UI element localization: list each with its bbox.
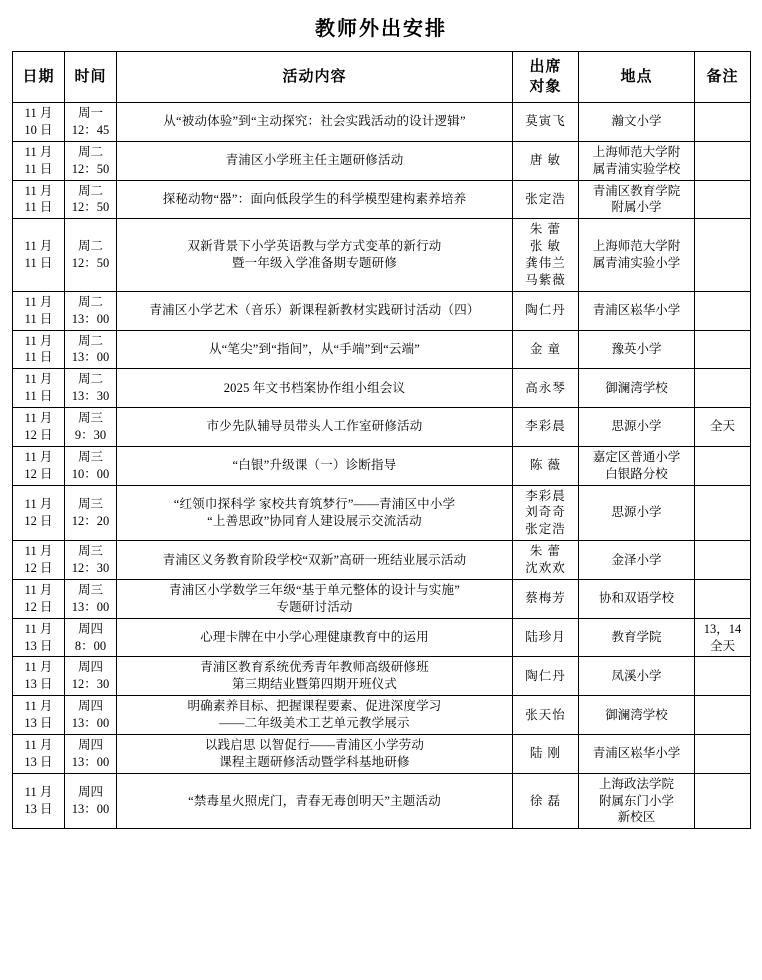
cell-time-line2: 13：00 <box>71 599 110 614</box>
cell-time-line1: 周二 <box>77 294 103 309</box>
table-row <box>13 291 751 330</box>
cell-location <box>579 579 695 618</box>
cell-location-line1: 青浦区崧华小学 <box>592 303 681 318</box>
cell-activity <box>117 103 513 142</box>
cell-time-line1: 周二 <box>77 183 103 198</box>
cell-time-line1: 周二 <box>77 333 103 348</box>
cell-date <box>13 734 65 773</box>
cell-location-line1: 思源小学 <box>611 419 662 434</box>
cell-date-line1: 11 月 <box>24 496 53 511</box>
cell-attendee <box>513 579 579 618</box>
cell-date-line2: 11 日 <box>24 256 53 270</box>
cell-attendee-line1: 莫寅飞 <box>525 114 566 129</box>
cell-note <box>695 734 751 773</box>
cell-attendee-line1: 朱 蕾 <box>529 222 562 237</box>
cell-time-line2: 12：30 <box>71 677 110 692</box>
cell-activity-line2: ——二年级美术工艺单元教学展示 <box>219 716 410 730</box>
cell-date-line1: 11 月 <box>24 411 53 425</box>
cell-date-line1: 11 月 <box>24 372 53 387</box>
cell-attendee-line1: 李彩晨 <box>525 488 566 503</box>
cell-time-line1: 周三 <box>77 544 103 559</box>
cell-attendee-line1: 朱 蕾 <box>529 544 562 559</box>
cell-attendee-line1: 金 童 <box>529 341 562 356</box>
cell-date <box>13 369 65 408</box>
cell-activity-line1: 青浦区教育系统优秀青年教师高级研修班 <box>200 660 429 675</box>
cell-attendee <box>513 141 579 180</box>
cell-date-line1: 11 月 <box>24 294 53 309</box>
cell-activity-line1: 市少先队辅导员带头人工作室研修活动 <box>206 419 423 434</box>
cell-time-line1: 周三 <box>77 582 103 597</box>
cell-activity-line1: 青浦区小学艺术（音乐）新课程新教材实践研讨活动（四） <box>149 303 480 318</box>
cell-activity <box>117 485 513 541</box>
cell-date <box>13 330 65 369</box>
table-row <box>13 369 751 408</box>
cell-time-line2: 13：00 <box>71 716 110 730</box>
cell-time-line1: 周四 <box>77 660 103 675</box>
cell-activity <box>117 141 513 180</box>
cell-date <box>13 618 65 657</box>
cell-attendee-line1: 陆 刚 <box>529 746 562 761</box>
cell-location <box>579 103 695 142</box>
column-header-activity: 活动内容 <box>117 52 513 103</box>
column-header-attendee <box>513 52 579 103</box>
cell-note <box>695 657 751 696</box>
cell-date-line2: 12 日 <box>24 427 53 442</box>
cell-time-line2: 13：30 <box>71 389 110 404</box>
cell-activity-line1: 心理卡牌在中小学心理健康教育中的运用 <box>200 630 429 645</box>
cell-attendee <box>513 291 579 330</box>
cell-attendee-line1: 蔡梅芳 <box>525 591 566 606</box>
cell-date <box>13 446 65 485</box>
cell-date-line2: 12 日 <box>24 599 53 614</box>
cell-note <box>695 618 751 657</box>
cell-note-line2: 全天 <box>709 638 735 653</box>
cell-time-line1: 周四 <box>77 737 103 752</box>
cell-activity-line2: 专题研讨活动 <box>276 599 353 614</box>
cell-date-line1: 11 月 <box>24 544 53 559</box>
cell-attendee-line1: 陈 薇 <box>529 458 562 473</box>
cell-date-line2: 11 日 <box>24 389 53 404</box>
cell-activity-line1: 2025 年文书档案协作组小组会议 <box>223 380 406 395</box>
cell-attendee <box>513 408 579 447</box>
cell-time-line1: 周二 <box>77 239 103 254</box>
cell-attendee-line4: 马紫薇 <box>525 272 566 287</box>
cell-attendee-line1: 唐 敏 <box>529 153 562 168</box>
cell-location <box>579 773 695 829</box>
cell-note <box>695 408 751 447</box>
cell-attendee-line1: 高永琴 <box>525 380 566 395</box>
cell-activity <box>117 446 513 485</box>
table-row <box>13 541 751 580</box>
cell-attendee <box>513 180 579 219</box>
cell-attendee <box>513 485 579 541</box>
cell-location-line3: 新校区 <box>617 810 656 825</box>
cell-time <box>65 219 117 292</box>
cell-note <box>695 485 751 541</box>
table-row <box>13 734 751 773</box>
cell-note <box>695 579 751 618</box>
table-row <box>13 657 751 696</box>
table-row <box>13 141 751 180</box>
cell-date-line1: 11 月 <box>24 106 53 120</box>
table-row <box>13 408 751 447</box>
cell-time <box>65 369 117 408</box>
cell-note <box>695 141 751 180</box>
cell-date-line1: 11 月 <box>24 660 53 675</box>
cell-date <box>13 773 65 829</box>
cell-date <box>13 219 65 292</box>
cell-activity-line1: 以践启思 以智促行——青浦区小学劳动 <box>204 737 425 752</box>
cell-location-line2: 附属东门小学 <box>598 793 674 808</box>
cell-activity <box>117 219 513 292</box>
cell-note <box>695 541 751 580</box>
cell-date <box>13 657 65 696</box>
cell-location <box>579 330 695 369</box>
cell-location-line2: 属青浦实验小学 <box>592 256 681 270</box>
table-row <box>13 446 751 485</box>
cell-location-line1: 青浦区教育学院 <box>592 183 681 198</box>
cell-attendee <box>513 446 579 485</box>
cell-time <box>65 103 117 142</box>
cell-activity-line1: “白银”升级课（一）诊断指导 <box>232 458 397 473</box>
cell-date <box>13 180 65 219</box>
cell-time-line2: 12：20 <box>71 513 110 528</box>
cell-activity-line1: 青浦区小学数学三年级“基于单元整体的设计与实施” <box>169 582 460 597</box>
cell-location-line1: 上海政法学院 <box>598 776 674 791</box>
cell-activity-line1: 青浦区小学班主任主题研修活动 <box>225 153 404 168</box>
page-title: 教师外出安排 <box>315 18 447 40</box>
cell-time-line2: 12：30 <box>71 561 110 575</box>
cell-location <box>579 485 695 541</box>
cell-date-line2: 11 日 <box>24 161 53 176</box>
cell-activity-line1: 双新背景下小学英语教与学方式变革的新行动 <box>187 239 442 254</box>
cell-note <box>695 330 751 369</box>
cell-date-line1: 11 月 <box>24 449 53 464</box>
cell-location <box>579 446 695 485</box>
cell-time <box>65 734 117 773</box>
cell-time-line1: 周四 <box>77 785 103 800</box>
cell-activity-line1: 明确素养目标、把握课程要素、促进深度学习 <box>187 699 442 714</box>
cell-date <box>13 141 65 180</box>
cell-time-line2: 10：00 <box>71 466 110 481</box>
cell-attendee-line2: 沈欢欢 <box>525 561 566 575</box>
table-row <box>13 219 751 292</box>
column-header-date: 日期 <box>13 52 65 103</box>
cell-date-line2: 13 日 <box>24 638 53 653</box>
cell-note <box>695 696 751 735</box>
cell-activity <box>117 657 513 696</box>
cell-activity <box>117 734 513 773</box>
cell-location-line1: 金泽小学 <box>611 552 662 567</box>
cell-date-line1: 11 月 <box>24 699 53 714</box>
cell-date-line1: 11 月 <box>24 144 53 159</box>
cell-date-line1: 11 月 <box>24 582 53 597</box>
cell-time <box>65 330 117 369</box>
cell-attendee-line1: 张定浩 <box>525 191 566 206</box>
cell-attendee-line1: 张天怡 <box>525 707 566 722</box>
cell-date <box>13 579 65 618</box>
cell-location <box>579 369 695 408</box>
cell-activity <box>117 291 513 330</box>
cell-activity <box>117 773 513 829</box>
cell-activity <box>117 541 513 580</box>
cell-activity-line2: 暨一年级入学准备期专题研修 <box>231 256 398 270</box>
cell-note <box>695 446 751 485</box>
cell-attendee-line3: 龚伟兰 <box>525 256 566 270</box>
cell-date <box>13 103 65 142</box>
cell-date-line2: 13 日 <box>24 677 53 692</box>
table-row <box>13 103 751 142</box>
cell-attendee <box>513 773 579 829</box>
cell-note <box>695 103 751 142</box>
cell-activity <box>117 579 513 618</box>
table-row <box>13 618 751 657</box>
cell-date-line1: 11 月 <box>24 737 53 752</box>
cell-attendee <box>513 696 579 735</box>
cell-time-line1: 周三 <box>77 411 103 425</box>
cell-location-line1: 教育学院 <box>611 630 662 645</box>
cell-time <box>65 141 117 180</box>
cell-time <box>65 579 117 618</box>
cell-location-line1: 御澜湾学校 <box>605 380 668 395</box>
cell-activity-line2: 第三期结业暨第四期开班仪式 <box>231 677 398 692</box>
cell-attendee-line1: 陶仁丹 <box>525 303 566 318</box>
cell-date <box>13 291 65 330</box>
cell-date-line1: 11 月 <box>24 183 53 198</box>
cell-time-line2: 9：30 <box>74 427 107 442</box>
column-header-note: 备注 <box>695 52 751 103</box>
column-header-attendee-line2: 对象 <box>529 79 562 95</box>
cell-activity-line1: 从“被动体验”到“主动探究：社会实践活动的设计逻辑” <box>163 114 466 129</box>
cell-time-line2: 13：00 <box>71 801 110 816</box>
cell-activity <box>117 180 513 219</box>
cell-location <box>579 219 695 292</box>
cell-date-line2: 12 日 <box>24 561 53 575</box>
cell-activity-line1: “禁毒星火照虎门，青春无毒创明天”主题活动 <box>188 793 441 808</box>
cell-date-line1: 11 月 <box>24 239 53 254</box>
cell-time-line2: 13：00 <box>71 754 110 769</box>
cell-time-line2: 12：50 <box>71 200 110 215</box>
cell-date-line2: 12 日 <box>24 513 53 528</box>
cell-location <box>579 734 695 773</box>
table-row <box>13 180 751 219</box>
cell-time <box>65 696 117 735</box>
cell-time-line1: 周三 <box>77 496 103 511</box>
cell-time <box>65 657 117 696</box>
cell-date-line2: 11 日 <box>24 200 53 215</box>
cell-time <box>65 408 117 447</box>
schedule-table <box>12 51 751 829</box>
cell-location <box>579 541 695 580</box>
cell-activity <box>117 408 513 447</box>
cell-time-line1: 周三 <box>77 449 103 464</box>
cell-date-line1: 11 月 <box>24 785 53 800</box>
cell-date-line2: 12 日 <box>24 466 53 481</box>
cell-location <box>579 408 695 447</box>
column-header-location: 地点 <box>579 52 695 103</box>
table-row <box>13 579 751 618</box>
cell-date-line2: 13 日 <box>24 716 53 730</box>
cell-activity-line1: 从“笔尖”到“指间”，从“手端”到“云端” <box>208 341 421 356</box>
cell-attendee <box>513 734 579 773</box>
cell-activity <box>117 696 513 735</box>
cell-location-line1: 上海师范大学附 <box>592 239 681 254</box>
cell-date-line2: 11 日 <box>24 311 53 326</box>
cell-date <box>13 485 65 541</box>
cell-time-line1: 周二 <box>77 144 103 159</box>
cell-attendee <box>513 618 579 657</box>
cell-attendee <box>513 657 579 696</box>
cell-note <box>695 773 751 829</box>
cell-date <box>13 696 65 735</box>
cell-note <box>695 291 751 330</box>
cell-location <box>579 180 695 219</box>
cell-date-line2: 10 日 <box>24 122 53 137</box>
cell-time-line2: 12：50 <box>71 161 110 176</box>
cell-attendee <box>513 219 579 292</box>
column-header-time: 时间 <box>65 52 117 103</box>
cell-time-line1: 周一 <box>77 106 103 120</box>
cell-attendee-line2: 张 敏 <box>529 239 562 254</box>
cell-location <box>579 291 695 330</box>
cell-location <box>579 141 695 180</box>
cell-date-line1: 11 月 <box>24 333 53 348</box>
cell-attendee-line2: 刘奇奇 <box>525 505 566 520</box>
cell-location-line2: 白银路分校 <box>605 466 668 481</box>
table-header-row <box>13 52 751 103</box>
cell-location-line1: 凤溪小学 <box>611 668 662 683</box>
cell-note <box>695 180 751 219</box>
cell-location-line1: 御澜湾学校 <box>605 707 668 722</box>
cell-activity-line1: 探秘动物“器”：面向低段学生的科学模型建构素养培养 <box>162 191 467 206</box>
cell-location-line1: 青浦区崧华小学 <box>592 746 681 761</box>
cell-date <box>13 541 65 580</box>
cell-note <box>695 369 751 408</box>
cell-location-line1: 嘉定区普通小学 <box>592 449 681 464</box>
cell-attendee-line1: 徐 磊 <box>529 793 562 808</box>
cell-location-line1: 上海师范大学附 <box>592 144 681 159</box>
cell-note <box>695 219 751 292</box>
cell-activity-line1: “红领巾探科学 家校共育筑梦行”——青浦区中小学 <box>173 496 456 511</box>
cell-activity-line1: 青浦区义务教育阶段学校“双新”高研一班结业展示活动 <box>162 552 467 567</box>
cell-time-line1: 周二 <box>77 372 103 387</box>
cell-time-line2: 13：00 <box>71 311 110 326</box>
cell-time <box>65 485 117 541</box>
cell-attendee <box>513 369 579 408</box>
cell-time-line2: 12：45 <box>71 122 110 137</box>
cell-activity <box>117 618 513 657</box>
cell-attendee-line3: 张定浩 <box>525 522 566 537</box>
cell-attendee <box>513 330 579 369</box>
cell-location-line2: 附属小学 <box>611 200 662 215</box>
cell-attendee <box>513 103 579 142</box>
table-row <box>13 485 751 541</box>
cell-note-line1: 全天 <box>709 419 735 434</box>
table-row <box>13 330 751 369</box>
cell-activity <box>117 330 513 369</box>
cell-date-line2: 13 日 <box>24 754 53 769</box>
cell-activity-line2: 课程主题研修活动暨学科基地研修 <box>219 754 410 769</box>
table-row <box>13 773 751 829</box>
cell-location-line1: 协和双语学校 <box>598 591 674 606</box>
cell-location-line1: 瀚文小学 <box>611 114 662 129</box>
cell-location <box>579 657 695 696</box>
cell-time <box>65 180 117 219</box>
cell-time <box>65 773 117 829</box>
schedule-table-body <box>13 103 751 829</box>
cell-activity <box>117 369 513 408</box>
cell-date-line1: 11 月 <box>24 621 53 636</box>
cell-attendee-line1: 陆珍月 <box>525 630 566 645</box>
cell-time <box>65 541 117 580</box>
cell-note-line1: 13，14 <box>703 621 742 636</box>
cell-time <box>65 618 117 657</box>
cell-time-line2: 13：00 <box>71 350 110 365</box>
cell-location-line1: 豫英小学 <box>611 341 662 356</box>
cell-date <box>13 408 65 447</box>
cell-date-line2: 11 日 <box>24 350 53 365</box>
cell-location-line2: 属青浦实验学校 <box>592 161 681 176</box>
cell-time-line1: 周四 <box>77 621 103 636</box>
cell-attendee <box>513 541 579 580</box>
cell-activity-line2: “上善思政”协同育人建设展示交流活动 <box>207 513 422 528</box>
cell-time <box>65 446 117 485</box>
cell-location <box>579 696 695 735</box>
cell-time-line1: 周四 <box>77 699 103 714</box>
cell-time <box>65 291 117 330</box>
cell-date-line2: 13 日 <box>24 801 53 816</box>
cell-time-line2: 12：50 <box>71 256 110 270</box>
cell-attendee-line1: 陶仁丹 <box>525 668 566 683</box>
cell-time-line2: 8：00 <box>74 638 107 653</box>
column-header-attendee-line1: 出席 <box>529 58 562 75</box>
table-row <box>13 696 751 735</box>
cell-location <box>579 618 695 657</box>
cell-location-line1: 思源小学 <box>611 505 662 520</box>
cell-attendee-line1: 李彩晨 <box>525 419 566 434</box>
